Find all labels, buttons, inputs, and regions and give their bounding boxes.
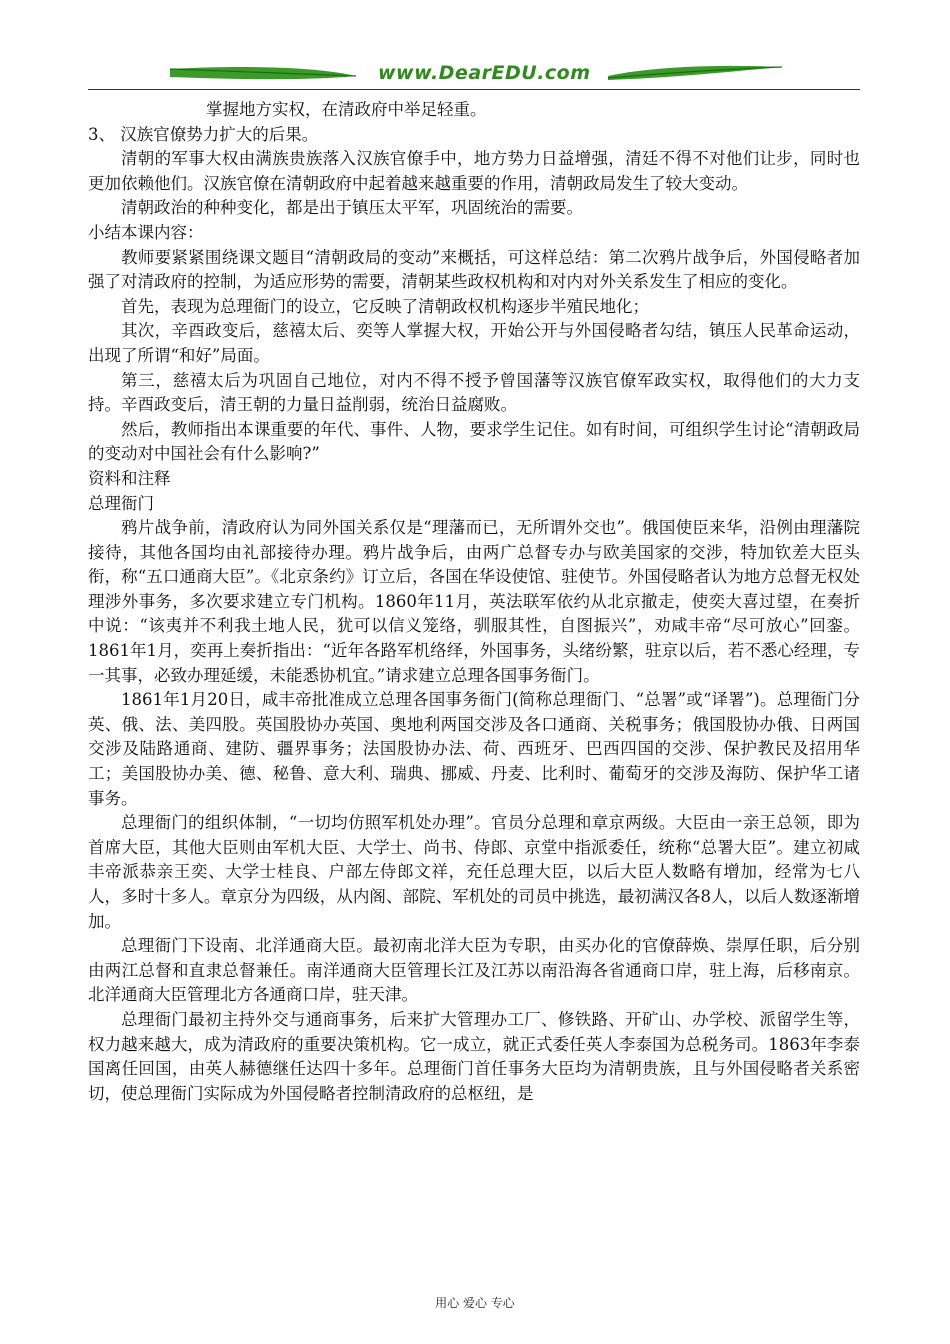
paragraph: 总理衙门最初主持外交与通商事务，后来扩大管理办工厂、修铁路、开矿山、办学校、派留学生等，权力越来越大，成为清政府的重要决策机构。它一成立，就正式委任英人李泰国为总税务司。1863年李泰国离任回国，由英人赫德继任达四十多年。总理衙门首任事务大臣均为清朝贵族，且与外国侵略者关系密切，使总理衙门实际成为外国侵略者控制清政府的总枢纽，是 xyxy=(88,1009,860,1103)
paragraph: 第三，慈禧太后为巩固自己地位，对内不得不授予曾国藩等汉族官僚军政实权，取得他们的大力支持。辛酉政变后，清王朝的力量日益削弱，统治日益腐败。 xyxy=(88,370,860,415)
section-heading: 小结本课内容： xyxy=(88,222,204,242)
paragraph: 首先，表现为总理衙门的设立，它反映了清朝政权机构逐步半殖民地化； xyxy=(121,296,649,316)
paragraph: 总理衙门下设南、北洋通商大臣。最初南北洋大臣为专职，由买办化的官僚薛焕、崇厚任职，后分别由两江总督和直隶总督兼任。南洋通商大臣管理长江及江苏以南沿海各省通商口岸，驻上海，后移南京。北洋通商大臣管理北方各通商口岸，驻天津。 xyxy=(88,936,860,1005)
section-heading: 资料和注释 xyxy=(88,468,171,488)
paragraph: 鸦片战争前，清政府认为同外国关系仅是“理藩而已，无所谓外交也”。俄国使臣来华，沿例由理藩院接待，其他各国均由礼部接待办理。鸦片战争后，由两广总督专办与欧美国家的交涉，特加钦差大臣头衔，称“五口通商大臣”。《北京条约》订立后，各国在华设使馆、驻使节。外国侵略者认为地方总督无权处理涉外事务，多次要求建立专门机构。1860年11月，英法联军依约从北京撤走，使奕大喜过望，在奏折中说：“该夷并不利我土地人民，犹可以信义笼络，驯服其性，自图振兴”，劝咸丰帝“尽可放心”回銮。1861年1月，奕再上奏折指出：“近年各路军机络绎，外国事务，头绪纷繁，驻京以后，若不悉心经理，专一其事，必致办理延缓，未能悉协机宜。”请求建立总理各国事务衙门。 xyxy=(88,518,860,685)
paragraph: 1861年1月20日，咸丰帝批准成立总理各国事务衙门(简称总理衙门、“总署”或“译署”)。总理衙门分英、俄、法、美四股。英国股协办英国、奥地利两国交涉及各口通商、关税事务；俄国股协办俄、日两国交涉及陆路通商、建防、疆界事务；法国股协办法、荷、西班牙、巴西四国的交涉、保护教民及招用华工；美国股协办美、德、秘鲁、意大利、瑞典、挪威、丹麦、比利时、葡萄牙的交涉及海防、保护华工诸事务。 xyxy=(88,690,860,808)
page-footer: 用心 爱心 专心 xyxy=(435,1296,515,1310)
document-body xyxy=(88,98,860,1106)
paragraph: 然后，教师指出本课重要的年代、事件、人物，要求学生记住。如有时间，可组织学生讨论“清朝政局的变动对中国社会有什么影响?” xyxy=(88,419,860,464)
paragraph: 清朝政治的种种变化，都是出于镇压太平军，巩固统治的需要。 xyxy=(121,198,583,218)
paragraph: 掌握地方实权，在清政府中举足轻重。 xyxy=(206,100,487,119)
section-heading: 3、 汉族官僚势力扩大的后果。 xyxy=(88,124,319,144)
header-divider xyxy=(88,89,860,90)
paragraph: 总理衙门的组织体制，“一切均仿照军机处办理”。官员分总理和章京两级。大臣由一亲王总领，即为首席大臣，其他大臣则由军机大臣、大学士、尚书、侍郎、京堂中指派委任，统称“总署大臣”。建立初咸丰帝派恭亲王奕、大学士桂良、户部左侍郎文祥，充任总理大臣，以后大臣人数略有增加，经常为七八人，多时十多人。章京分为四级，从内阁、部院、军机处的司员中挑选，最初满汉各8人，以后人数逐渐增加。 xyxy=(88,813,860,931)
section-heading: 总理衙门 xyxy=(88,493,154,513)
paragraph: 清朝的军事大权由满族贵族落入汉族官僚手中，地方势力日益增强，清廷不得不对他们让步，同时也更加依赖他们。汉族官僚在清朝政府中起着越来越重要的作用，清朝政局发生了较大变动。 xyxy=(88,149,860,193)
site-url[interactable]: www.DearEDU.com xyxy=(378,62,591,84)
paragraph: 教师要紧紧围绕课文题目“清朝政局的变动”来概括，可这样总结：第二次鸦片战争后，外国侵略者加强了对清政府的控制，为适应形势的需要，清朝某些政权机构和对内对外关系发生了相应的变化。 xyxy=(88,247,860,292)
paragraph: 其次，辛酉政变后，慈禧太后、奕等人掌握大权，开始公开与外国侵略者勾结，镇压人民革命运动，出现了所谓“和好”局面。 xyxy=(88,321,860,365)
site-header xyxy=(88,58,860,92)
